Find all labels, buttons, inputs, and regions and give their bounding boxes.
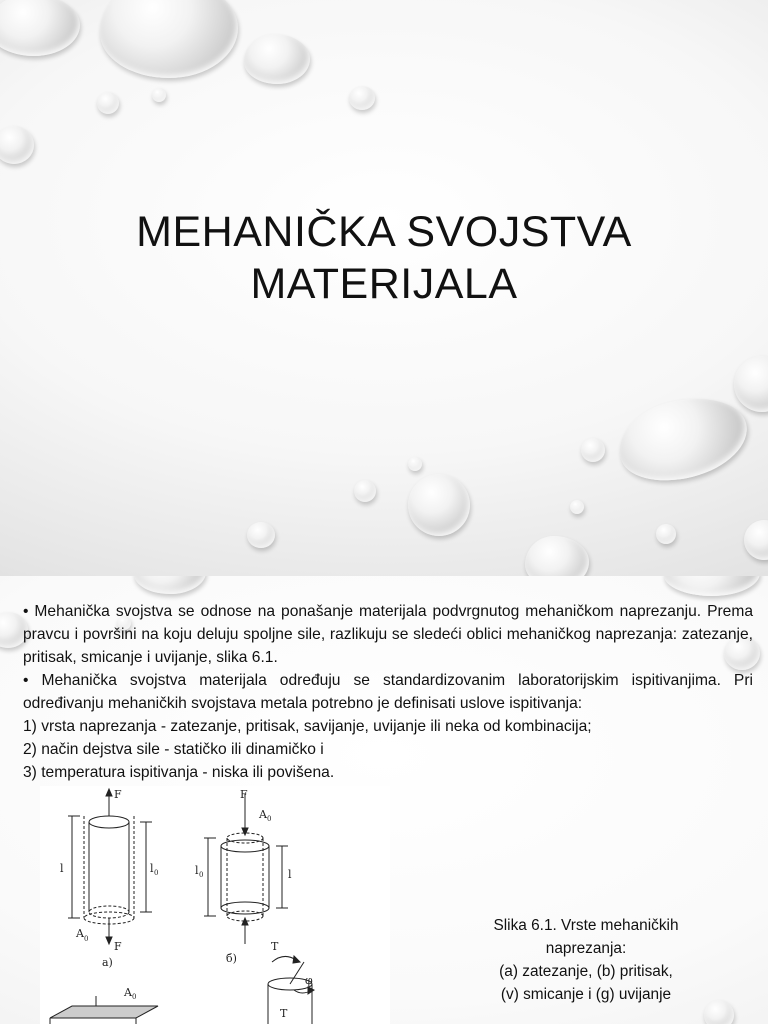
area-subscript: 0: [84, 935, 89, 943]
shear-specimen: [50, 996, 158, 1024]
list-item: 1) vrsta naprezanja - zatezanje, pritisak, savijanje, uvijanje ili neka od kombinacija;: [23, 718, 592, 735]
torque-label: T: [280, 1007, 288, 1020]
slide-title-line-2: MATERIJALA: [250, 260, 518, 308]
list-item: 3) temperatura ispitivanja - niska ili povišena.: [23, 764, 335, 781]
water-drop-decoration: [0, 126, 34, 164]
water-drop-decoration: [0, 0, 80, 56]
area-subscript: 0: [132, 993, 137, 1001]
water-drop-decoration: [656, 524, 676, 544]
area-label: A: [259, 808, 267, 821]
caption-line: (v) smicanje i (g) uvijanje: [500, 986, 672, 1003]
force-label: F: [114, 788, 122, 801]
water-drop-decoration: [134, 576, 206, 594]
force-label: F: [114, 940, 122, 953]
water-drop-decoration: [354, 480, 376, 502]
area-subscript: 0: [267, 815, 272, 823]
tension-specimen: [68, 789, 152, 944]
water-drop-decoration: [349, 86, 375, 110]
water-drop-decoration: [570, 500, 584, 514]
figure-caption: [460, 914, 712, 1006]
water-drop-decoration: [100, 0, 238, 78]
caption-line: naprezanja:: [545, 940, 627, 957]
slide-title-line-1: MEHANIČKA SVOJSTVA: [136, 208, 632, 256]
panel-label-b: б): [226, 952, 237, 965]
caption-line: Slika 6.1. Vrste mehaničkih: [493, 917, 679, 934]
length0-label: l: [150, 862, 154, 875]
water-drop-decoration: [408, 457, 422, 471]
length-label: l: [288, 868, 292, 881]
water-drop-decoration: [408, 474, 470, 536]
paragraph-1: • Mehanička svojstva se odnose na ponašanje materijala podvrgnutog mehaničkom naprezanju. Prema pravcu i površini na koju deluju spoljne sile, razlikuju se sledeći oblici mehaničkog naprezanja: zatezanje, pritisak, smicanje i uvijanje, slika 6.1.: [23, 603, 753, 666]
torsion-specimen: [268, 956, 314, 1024]
water-drop-decoration: [244, 34, 310, 84]
water-drop-decoration: [247, 522, 275, 548]
length-label: l: [60, 862, 64, 875]
force-label: F: [240, 788, 248, 801]
angle-label: φ: [305, 974, 313, 987]
panel-label-a: a): [102, 956, 113, 969]
compression-specimen: [204, 794, 288, 944]
torque-label: T: [271, 940, 279, 953]
water-drop-decoration: [744, 520, 768, 560]
water-drop-decoration: [525, 536, 589, 576]
water-drop-decoration: [581, 438, 605, 462]
area-label: A: [76, 927, 84, 940]
slide-title: [60, 206, 708, 310]
paragraph-2: • Mehanička svojstva materijala određuju se standardizovanim laboratorijskim ispitivanjima. Pri određivanju mehaničkih svojstava metala potrebno je definisati uslove ispitivanja:: [23, 672, 753, 712]
water-drop-decoration: [734, 356, 768, 412]
area-label: A: [124, 986, 132, 999]
figure-6-1: [40, 786, 390, 1024]
water-drop-decoration: [152, 88, 166, 102]
body-text: [23, 600, 753, 784]
list-item: 2) način dejstva sile - statičko ili dinamičko i: [23, 741, 324, 758]
water-drop-decoration: [664, 576, 760, 596]
length0-subscript: 0: [154, 869, 159, 877]
water-drop-decoration: [97, 92, 119, 114]
water-drop-decoration: [610, 385, 755, 492]
caption-line: (a) zatezanje, (b) pritisak,: [499, 963, 673, 980]
length0-subscript: 0: [199, 871, 204, 879]
content-slide: [0, 576, 768, 1024]
length0-label: l: [195, 864, 199, 877]
